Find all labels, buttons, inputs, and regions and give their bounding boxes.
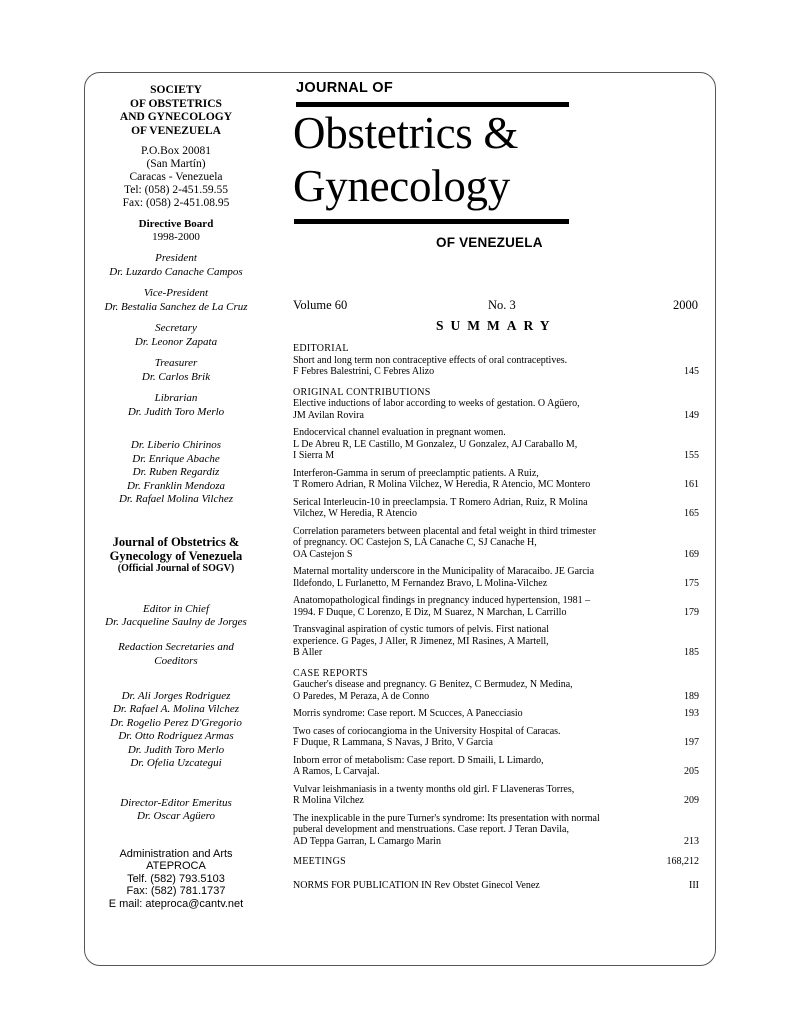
toc-entry — [293, 427, 699, 462]
masthead-title-line: Obstetrics & — [293, 108, 519, 158]
toc-section-title: CASE REPORTS — [293, 667, 368, 679]
board-member: Dr. Liberio Chirinos — [130, 439, 222, 451]
toc-entry-line: Interferon-Gamma in serum of preeclamptic patients. A Ruiz, — [293, 467, 539, 479]
address-line: (San Martín) — [146, 158, 206, 170]
administration-block — [86, 848, 266, 911]
toc-entry-line: Vulvar leishmaniasis in a twenty months old girl. F Llaveneras Torres, — [293, 783, 575, 795]
toc-entry-line: The inexplicable in the pure Turner's syndrome: Its presentation with normal — [293, 812, 600, 824]
toc-entry — [293, 526, 699, 561]
toc-entry-line: Short and long term non contraceptive effects of oral contraceptives. — [293, 354, 568, 366]
toc-entry-line: Maternal mortality underscore in the Municipality of Maracaibo. JE Garcia — [293, 566, 595, 577]
journal-name-line: Journal of Obstetrics & — [112, 534, 240, 549]
toc-page-number: 185 — [684, 647, 699, 658]
toc-entry — [293, 755, 699, 778]
masthead-rule-bottom — [294, 219, 569, 224]
toc-page-number: 209 — [684, 795, 699, 806]
masthead-top: JOURNAL OF — [296, 80, 393, 96]
toc-page-number: 179 — [684, 606, 699, 618]
address-line: Tel: (058) 2-451.59.55 — [124, 184, 228, 196]
admin-line: Telf. (582) 793.5103 — [127, 872, 225, 885]
toc-entry — [293, 595, 699, 618]
toc-entry-line: A Ramos, L Carvajal. — [293, 766, 380, 777]
toc-entry — [293, 679, 699, 702]
emeritus-role: Director-Editor Emeritus — [120, 796, 232, 809]
toc-entry-line: Two cases of coriocangioma in the University Hospital of Caracas. — [293, 725, 561, 737]
society-address — [86, 145, 266, 210]
toc-entry — [293, 398, 699, 421]
toc-entry-line: O Paredes, M Peraza, A de Conno — [293, 690, 430, 702]
board-member: Dr. Enrique Abache — [132, 452, 220, 465]
coeditor: Dr. Rogelio Perez D'Gregorio — [110, 716, 242, 729]
toc-entry-line: F Febres Balestrini, C Febres Alizo — [293, 366, 435, 377]
position-name: Dr. Bestalia Sanchez de La Cruz — [104, 300, 248, 313]
board-years: 1998-2000 — [152, 231, 200, 243]
masthead-title-line: Gynecology — [293, 161, 510, 211]
toc-entry — [293, 726, 699, 749]
director-emeritus — [86, 797, 266, 824]
toc-entry-line: experience. G Pages, J Aller, R Jimenez, MI Rasines, A Martell, — [293, 635, 549, 647]
board-position — [86, 252, 266, 279]
toc-entry-line: R Molina Vilchez — [293, 795, 364, 806]
redaction-line: Redaction Secretaries and — [118, 640, 234, 653]
toc-page-number: 197 — [684, 737, 699, 748]
toc-entry-line: of pregnancy. OC Castejon S, LA Canache C, SJ Canache H, — [293, 537, 537, 548]
position-name: Dr. Carlos Brik — [141, 370, 211, 383]
redaction-line: Coeditors — [154, 654, 198, 667]
toc-entry-line: Gaucher's disease and pregnancy. G Benitez, C Bermudez, N Medina, — [293, 679, 573, 690]
toc-page-number: 145 — [684, 366, 699, 377]
board-position — [86, 287, 266, 314]
toc-page-number: 193 — [684, 708, 699, 719]
toc-entry-line: B Aller — [293, 647, 323, 658]
toc-entry-line: L De Abreu R, LE Castillo, M Gonzalez, U Gonzalez, AJ Caraballo M, — [293, 438, 578, 450]
toc-entry-line: Morris syndrome: Case report. M Scucces, A Panecciasio — [293, 708, 523, 719]
position-name: Dr. Leonor Zapata — [134, 335, 218, 348]
society-name — [86, 84, 266, 138]
admin-line: ATEPROCA — [146, 860, 206, 872]
society-name-line: SOCIETY — [150, 84, 202, 96]
toc-entry-line: Anatomopathological findings in pregnancy induced hypertension, 1981 – — [293, 595, 591, 606]
editor-name: Dr. Jacqueline Saulny de Jorges — [105, 616, 247, 628]
board-member: Dr. Ruben Regardiz — [132, 466, 220, 478]
coeditor: Dr. Ofelia Uzcategui — [130, 757, 222, 769]
position-name: Dr. Judith Toro Merlo — [127, 405, 225, 418]
volume: Volume 60 — [293, 298, 348, 312]
left-column — [86, 84, 266, 910]
toc-entry — [293, 708, 699, 720]
toc-entry-line: OA Castejon S — [293, 548, 353, 560]
society-name-line: OF VENEZUELA — [131, 124, 221, 137]
coeditor: Dr. Judith Toro Merlo — [127, 743, 225, 756]
toc-entry-line: F Duque, R Lammana, S Navas, J Brito, V Garcia — [293, 737, 493, 748]
board-position — [86, 392, 266, 419]
toc-norms-label: NORMS FOR PUBLICATION IN Rev Obstet Ginecol Venez — [293, 879, 540, 891]
toc-page-number: 165 — [684, 508, 699, 519]
toc-page-number: 213 — [684, 835, 699, 847]
toc-section-title: ORIGINAL CONTRIBUTIONS — [293, 386, 431, 398]
toc-entry — [293, 813, 699, 848]
journal-name-line: Gynecology of Venezuela — [109, 548, 243, 563]
position-name: Dr. Luzardo Canache Campos — [109, 265, 243, 278]
summary-heading: SUMMARY — [436, 318, 557, 333]
toc-entry — [293, 624, 699, 659]
society-name-line: OF OBSTETRICS — [130, 97, 222, 110]
issue-year: 2000 — [673, 298, 698, 312]
toc-entry-line: 1994. F Duque, C Lorenzo, E Diz, M Suarez, N Marchan, L Carrillo — [293, 606, 567, 618]
position-role: Treasurer — [154, 357, 198, 369]
toc-entry-line: Elective inductions of labor according to weeks of gestation. O Agüero, — [293, 398, 580, 409]
board-title: Directive Board — [138, 218, 214, 230]
journal-official-note: (Official Journal of SOGV) — [117, 562, 235, 574]
toc-entry-line: puberal development and menstruations. Case report. J Teran Davila, — [293, 824, 569, 835]
table-of-contents — [293, 343, 699, 891]
board-heading — [86, 218, 266, 244]
position-role: Vice-President — [143, 287, 209, 299]
masthead-subtitle: OF VENEZUELA — [436, 235, 543, 250]
toc-entry — [293, 784, 699, 807]
toc-page-number: 189 — [684, 690, 699, 702]
journal-name-block — [86, 535, 266, 575]
admin-email: E mail: ateproca@cantv.net — [108, 897, 244, 910]
emeritus-name: Dr. Oscar Agüero — [137, 810, 215, 822]
address-line: Caracas - Venezuela — [129, 171, 223, 183]
coeditors-list — [86, 690, 266, 771]
society-name-line: AND GYNECOLOGY — [119, 111, 233, 123]
address-line: P.O.Box 20081 — [141, 145, 211, 157]
address-line: Fax: (058) 2-451.08.95 — [122, 197, 230, 209]
admin-line: Administration and Arts — [119, 847, 233, 860]
toc-section-title: EDITORIAL — [293, 343, 349, 354]
toc-entry — [293, 880, 699, 892]
board-position — [86, 322, 266, 349]
toc-entry-line: Inborn error of metabolism: Case report. D Smaili, L Limardo, — [293, 754, 544, 766]
toc-entry-line: Vilchez, W Heredia, R Atencio — [293, 508, 417, 519]
toc-entry-line: Endocervical channel evaluation in pregnant women. — [293, 427, 506, 438]
toc-page-number: 175 — [684, 577, 699, 589]
board-members — [86, 439, 266, 507]
toc-entry-line: JM Avilan Rovira — [293, 409, 364, 421]
position-role: Librarian — [154, 392, 198, 404]
coeditor: Dr. Rafael A. Molina Vilchez — [112, 703, 240, 715]
toc-entry — [293, 856, 699, 868]
toc-page-number: III — [689, 879, 699, 891]
toc-entry — [293, 497, 699, 520]
toc-page-number: 155 — [684, 450, 699, 461]
toc-entry — [293, 355, 699, 378]
toc-meetings-label: MEETINGS — [293, 856, 346, 867]
toc-entry-line: Transvaginal aspiration of cystic tumors of pelvis. First national — [293, 624, 549, 635]
editor-role: Editor in Chief — [143, 602, 209, 615]
editor-in-chief — [86, 603, 266, 630]
toc-entry-line: T Romero Adrian, R Molina Vilchez, W Heredia, R Atencio, MC Montero — [293, 479, 591, 490]
toc-page-number: 161 — [684, 479, 699, 490]
toc-entry — [293, 566, 699, 589]
coeditor: Dr. Otto Rodriguez Armas — [118, 730, 234, 742]
coeditor: Dr. Ali Jorges Rodriguez — [121, 689, 231, 702]
toc-entry-line: I Sierra M — [293, 450, 335, 461]
toc-entry-line: Correlation parameters between placental and fetal weight in third trimester — [293, 525, 596, 537]
position-role: Secretary — [155, 322, 197, 334]
admin-line: Fax: (582) 781.1737 — [126, 885, 226, 897]
toc-entry-line: Serical Interleucin-10 in preeclampsia. T Romero Adrian, Ruiz, R Molina — [293, 496, 588, 508]
toc-page-number: 169 — [684, 548, 699, 560]
masthead-title — [293, 107, 518, 213]
issue-number: No. 3 — [488, 298, 516, 312]
board-position — [86, 357, 266, 384]
toc-entry-line: Ildefondo, L Furlanetto, M Fernandez Bravo, L Molina-Vilchez — [293, 577, 548, 589]
redaction-heading — [86, 640, 266, 668]
position-role: President — [155, 252, 197, 264]
board-member: Dr. Rafael Molina Vilchez — [118, 493, 234, 505]
toc-page-number: 205 — [684, 766, 699, 777]
board-member: Dr. Franklin Mendoza — [126, 479, 226, 492]
toc-entry — [293, 468, 699, 491]
toc-entry-line: AD Teppa Garran, L Camargo Marin — [293, 835, 441, 847]
toc-page-number: 168,212 — [666, 856, 699, 867]
toc-page-number: 149 — [684, 409, 699, 421]
